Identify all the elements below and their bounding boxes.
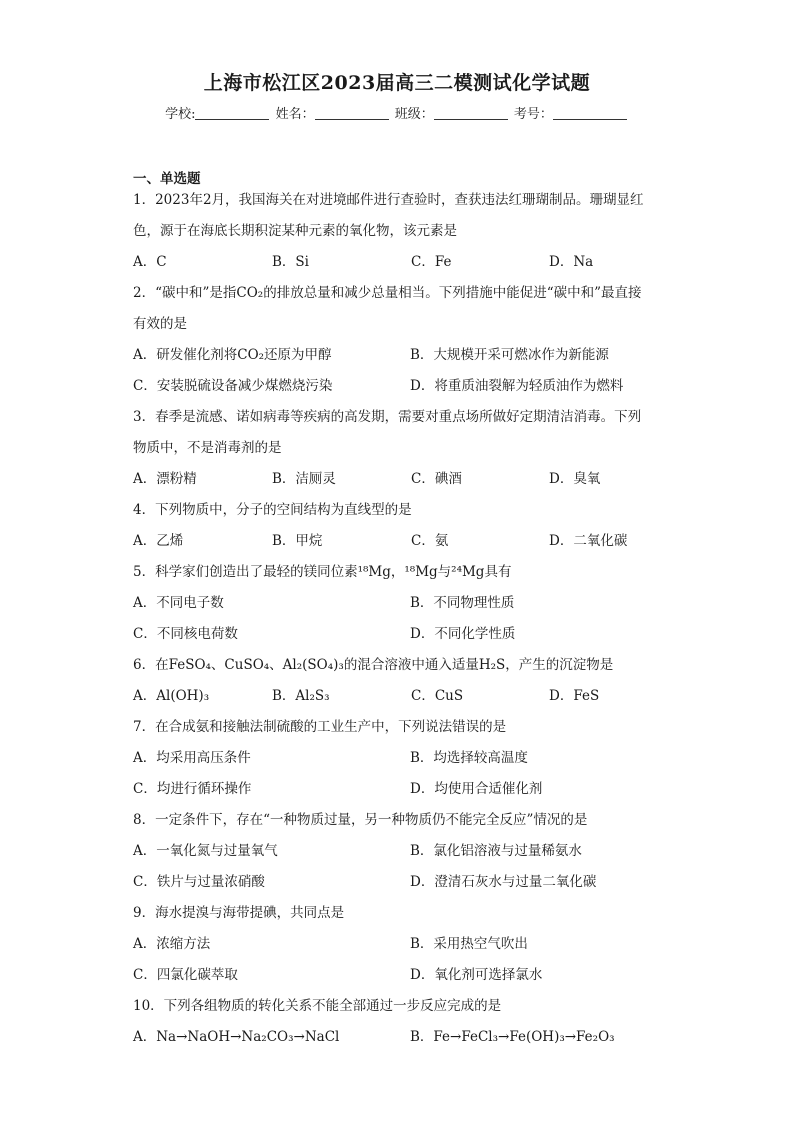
school-blank[interactable] <box>195 107 269 120</box>
option-b: B．Si <box>272 254 309 270</box>
option-d: D．将重质油裂解为轻质油作为燃料 <box>410 378 624 394</box>
option-a: A．Al(OH)₃ <box>133 688 210 704</box>
option-d: D．氧化剂可选择氯水 <box>410 967 543 983</box>
exam-number-blank[interactable] <box>553 107 627 120</box>
option-b: B．Al₂S₃ <box>272 688 330 704</box>
question-2-stem-line-2: 有效的是 <box>133 316 187 332</box>
question-5-options-row-1 <box>133 588 663 619</box>
section-heading: 一、单选题 <box>133 171 201 187</box>
question-4-options <box>133 526 663 557</box>
option-d: D．臭氧 <box>549 471 601 487</box>
question-2-stem-line-1: 2．“碳中和”是指CO₂的排放总量和减少总量相当。下列措施中能促进“碳中和”最直接 <box>133 285 642 301</box>
question-1-stem-line-2: 色，源于在海底长期积淀某种元素的氧化物，该元素是 <box>133 223 457 239</box>
question-9-stem: 9．海水提溴与海带提碘，共同点是 <box>133 905 345 921</box>
name-blank[interactable] <box>315 107 389 120</box>
question-2-text: “碳中和”是指CO₂的排放总量和减少总量相当。下列措施中能促进“碳中和”最直接 <box>155 285 642 301</box>
question-2-options-row-2 <box>133 371 663 402</box>
option-a: A．C <box>133 254 167 270</box>
question-8-options-row-1 <box>133 836 663 867</box>
question-2-options-row-1 <box>133 340 663 371</box>
question-6-options <box>133 681 663 712</box>
option-c: C．CuS <box>411 688 464 704</box>
school-label: 学校: <box>165 107 196 122</box>
option-a: A．均采用高压条件 <box>133 750 251 766</box>
option-b: B．Fe→FeCl₃→Fe(OH)₃→Fe₂O₃ <box>410 1029 615 1045</box>
question-5-stem: 5．科学家们创造出了最轻的镁同位素¹⁸Mg，¹⁸Mg与²⁴Mg具有 <box>133 564 512 580</box>
option-b: B．均选择较高温度 <box>410 750 528 766</box>
option-c: C．不同核电荷数 <box>133 626 238 642</box>
question-8-options-row-2 <box>133 867 663 898</box>
question-7-options-row-2 <box>133 774 663 805</box>
question-7-options-row-1 <box>133 743 663 774</box>
option-c: C．均进行循环操作 <box>133 781 252 797</box>
question-7-stem: 7．在合成氨和接触法制硫酸的工业生产中，下列说法错误的是 <box>133 719 507 735</box>
class-label: 班级： <box>394 107 434 122</box>
option-a: A．浓缩方法 <box>133 936 211 952</box>
option-b: B．不同物理性质 <box>410 595 515 611</box>
option-a: A．乙烯 <box>133 533 184 549</box>
option-b: B．洁厕灵 <box>272 471 336 487</box>
class-blank[interactable] <box>434 107 508 120</box>
option-b: B．采用热空气吹出 <box>410 936 528 952</box>
option-d: D．均使用合适催化剂 <box>410 781 543 797</box>
option-d: D．澄清石灰水与过量二氧化碳 <box>410 874 597 890</box>
option-c: C．氨 <box>411 533 449 549</box>
name-label: 姓名： <box>275 107 315 122</box>
option-c: C．四氯化碳萃取 <box>133 967 238 983</box>
question-8-stem: 8．一定条件下，存在“一种物质过量，另一种物质仍不能完全反应”情况的是 <box>133 812 588 828</box>
question-3-stem-line-2: 物质中，不是消毒剂的是 <box>133 440 282 456</box>
question-5-options-row-2 <box>133 619 663 650</box>
question-1-stem-line-1: 1．2023年2月，我国海关在对进境邮件进行查验时，查获违法红珊瑚制品。珊瑚显红 <box>133 192 644 208</box>
question-6-stem: 6．在FeSO₄、CuSO₄、Al₂(SO₄)₃的混合溶液中通入适量H₂S，产生的沉淀物是 <box>133 657 614 673</box>
question-3-options <box>133 464 663 495</box>
option-c: C．铁片与过量浓硝酸 <box>133 874 265 890</box>
option-c: C．碘酒 <box>411 471 462 487</box>
option-a: A．漂粉精 <box>133 471 197 487</box>
option-a: A．不同电子数 <box>133 595 224 611</box>
option-d: D．FeS <box>549 688 600 704</box>
option-d: D．Na <box>549 254 594 270</box>
option-b: B．大规模开采可燃冰作为新能源 <box>410 347 609 363</box>
exam-title: 上海市松江区2023届高三二模测试化学试题 <box>203 72 591 94</box>
question-10-stem: 10．下列各组物质的转化关系不能全部通过一步反应完成的是 <box>133 998 502 1014</box>
question-3-stem-line-1: 3．春季是流感、诺如病毒等疾病的高发期，需要对重点场所做好定期清洁消毒。下列 <box>133 409 642 425</box>
student-info-line <box>0 103 794 122</box>
exam-number-label: 考号： <box>513 107 553 122</box>
option-d: D．不同化学性质 <box>410 626 516 642</box>
question-9-options-row-1 <box>133 929 663 960</box>
option-a: A．研发催化剂将CO₂还原为甲醇 <box>133 347 332 363</box>
option-a: A．Na→NaOH→Na₂CO₃→NaCl <box>133 1029 340 1045</box>
question-1-options <box>133 247 663 278</box>
question-9-options-row-2 <box>133 960 663 991</box>
option-b: B．氯化铝溶液与过量稀氨水 <box>410 843 582 859</box>
option-d: D．二氧化碳 <box>549 533 628 549</box>
option-a: A．一氧化氮与过量氧气 <box>133 843 278 859</box>
question-list <box>133 185 663 1053</box>
question-4-stem: 4．下列物质中，分子的空间结构为直线型的是 <box>133 502 412 518</box>
option-b: B．甲烷 <box>272 533 323 549</box>
option-c: C．Fe <box>411 254 452 270</box>
option-c: C．安装脱硫设备减少煤燃烧污染 <box>133 378 333 394</box>
question-10-options-row-1 <box>133 1022 663 1053</box>
